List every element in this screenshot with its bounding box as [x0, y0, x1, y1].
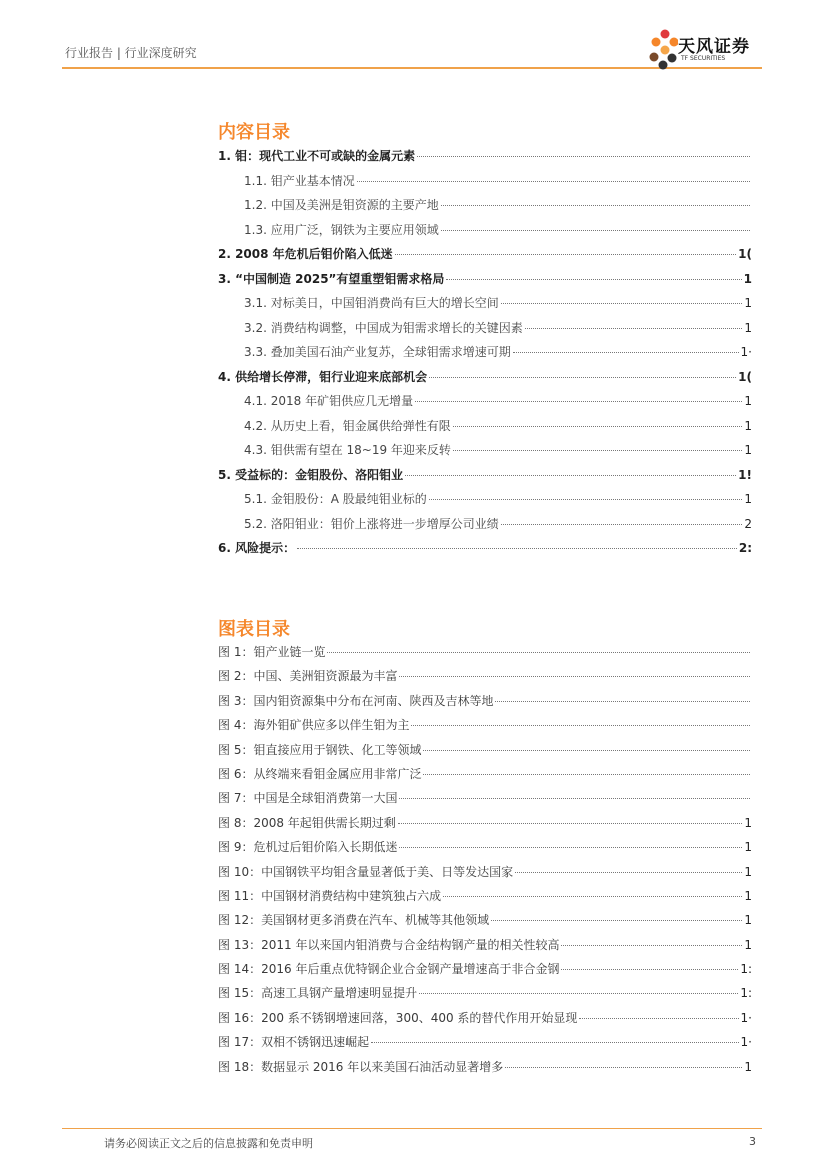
figure-entry[interactable]	[218, 716, 752, 740]
entry-title: 图 15：高速工具钢产量增速明显提升	[218, 986, 418, 1001]
figure-entry[interactable]	[218, 814, 752, 838]
entry-page-number: 2:	[738, 541, 752, 555]
dot-leader	[491, 920, 742, 921]
dot-leader	[398, 823, 743, 824]
entry-page-number: 1	[744, 913, 752, 928]
entry-page-number: 1	[744, 492, 752, 506]
entry-title: 6. 风险提示：	[218, 541, 296, 555]
toc-entry[interactable]	[218, 441, 752, 466]
dot-leader	[561, 945, 742, 946]
entry-page-number: 1·	[740, 1010, 752, 1025]
toc-entry[interactable]	[218, 368, 752, 393]
entry-title: 4. 供给增长停滞，钼行业迎来底部机会	[218, 369, 428, 384]
toc-entry[interactable]	[218, 466, 752, 491]
entry-page-number: 1	[744, 815, 752, 830]
entry-page-number: 1	[744, 418, 752, 433]
dot-leader	[446, 279, 741, 280]
toc-entry[interactable]	[218, 172, 752, 197]
entry-page-number: 1!	[738, 467, 752, 482]
dot-leader	[327, 652, 750, 653]
dot-leader	[505, 1067, 742, 1068]
entry-title: 5.1. 金钼股份：A 股最纯钼业标的	[244, 492, 427, 506]
entry-title: 图 6：从终端来看钼金属应用非常广泛	[218, 766, 422, 781]
dot-leader	[395, 254, 736, 255]
entry-title: 图 4：海外钼矿供应多以伴生钼为主	[218, 718, 410, 733]
figure-entry[interactable]	[218, 863, 752, 887]
figure-entry[interactable]	[218, 692, 752, 716]
entry-title: 1.2. 中国及美洲是钼资源的主要产地	[244, 198, 439, 212]
footer-divider	[62, 1128, 762, 1129]
entry-title: 5.2. 洛阳钼业：钼价上涨将进一步增厚公司业绩	[244, 516, 499, 531]
entry-page-number: 1	[744, 840, 752, 855]
dot-leader	[579, 1018, 738, 1019]
toc-title: 内容目录	[218, 122, 290, 143]
entry-title: 图 5：钼直接应用于钢铁、化工等领域	[218, 742, 422, 757]
entry-title: 图 1：钼产业链一览	[218, 645, 326, 659]
entry-page-number: 1	[744, 888, 752, 903]
entry-page-number: 1	[744, 320, 752, 335]
entry-title: 图 16：200 系不锈钢增速回落，300、400 系的替代作用开始显现	[218, 1010, 578, 1025]
dot-leader	[441, 230, 750, 231]
figure-entry[interactable]	[218, 765, 752, 789]
dot-leader	[357, 181, 750, 182]
dot-leader	[525, 328, 743, 329]
entry-title: 图 8：2008 年起钼供需长期过剩	[218, 815, 396, 830]
entry-title: 图 12：美国钢材更多消费在汽车、机械等其他领域	[218, 913, 490, 928]
figure-entry[interactable]	[218, 1058, 752, 1082]
entry-title: 图 3：国内钼资源集中分布在河南、陕西及吉林等地	[218, 693, 494, 708]
toc-entry[interactable]	[218, 221, 752, 246]
toc-entry[interactable]	[218, 417, 752, 442]
figure-entry[interactable]	[218, 960, 752, 984]
dot-leader	[371, 1042, 738, 1043]
figure-entry[interactable]	[218, 667, 752, 691]
logo-name-cn: 天风证券	[678, 37, 750, 57]
dot-leader	[441, 205, 750, 206]
dot-leader	[297, 548, 737, 549]
entry-page-number: 1	[744, 864, 752, 879]
figure-entry[interactable]	[218, 984, 752, 1008]
figure-entry[interactable]	[218, 911, 752, 935]
figure-entry[interactable]	[218, 838, 752, 862]
dot-leader	[501, 524, 743, 525]
entry-title: 图 7：中国是全球钼消费第一大国	[218, 791, 398, 806]
entry-page-number: 1·	[740, 1035, 752, 1050]
figures-title: 图表目录	[218, 619, 290, 640]
entry-title: 5. 受益标的：金钼股份、洛阳钼业	[218, 467, 404, 482]
dot-leader	[429, 377, 736, 378]
entry-title: 3.2. 消费结构调整，中国成为钼需求增长的关键因素	[244, 320, 523, 335]
figures-list	[218, 643, 752, 1082]
dot-leader	[399, 676, 750, 677]
toc-entry[interactable]	[218, 196, 752, 221]
dot-leader	[423, 774, 750, 775]
toc-list	[218, 147, 752, 564]
entry-page-number: 1(	[738, 247, 752, 261]
entry-title: 1.1. 钼产业基本情况	[244, 173, 355, 188]
figure-entry[interactable]	[218, 789, 752, 813]
entry-page-number: 1	[744, 937, 752, 952]
report-category: 行业报告 | 行业深度研究	[65, 46, 197, 60]
entry-title: 3.1. 对标美日，中国钼消费尚有巨大的增长空间	[244, 296, 499, 310]
dot-leader	[411, 725, 750, 726]
entry-title: 图 14：2016 年后重点优特钢企业合金钢产量增速高于非合金钢	[218, 962, 560, 977]
entry-page-number: 1	[743, 271, 752, 286]
dot-leader	[453, 426, 743, 427]
entry-title: 4.3. 钼供需有望在 18~19 年迎来反转	[244, 443, 451, 457]
company-logo	[648, 28, 768, 70]
dot-leader	[429, 499, 743, 500]
entry-page-number: 1	[744, 1059, 752, 1074]
toc-entry[interactable]	[218, 319, 752, 344]
toc-entry[interactable]	[218, 270, 752, 295]
entry-title: 3. “中国制造 2025”有望重塑钼需求格局	[218, 271, 445, 286]
entry-title: 图 9：危机过后钼价陷入长期低迷	[218, 840, 398, 855]
entry-title: 4.1. 2018 年矿钼供应几无增量	[244, 394, 414, 408]
figure-entry[interactable]	[218, 887, 752, 911]
figure-entry[interactable]	[218, 1033, 752, 1057]
dot-leader	[501, 303, 743, 304]
dot-leader	[405, 475, 736, 476]
entry-title: 图 11：中国钢材消费结构中建筑独占六成	[218, 888, 442, 903]
toc-entry[interactable]	[218, 539, 752, 564]
entry-title: 图 17：双相不锈钢迅速崛起	[218, 1035, 370, 1050]
dot-leader	[415, 401, 742, 402]
entry-page-number: 1	[744, 443, 752, 457]
dot-leader	[419, 993, 738, 994]
figure-entry[interactable]	[218, 643, 752, 667]
toc-entry[interactable]	[218, 245, 752, 270]
entry-page-number: 1:	[740, 986, 752, 1001]
entry-page-number: 1(	[738, 369, 752, 384]
entry-title: 1.3. 应用广泛，钢铁为主要应用领域	[244, 222, 439, 237]
entry-page-number: 1	[744, 394, 752, 408]
toc-entry[interactable]	[218, 392, 752, 417]
entry-page-number: 1	[744, 296, 752, 310]
logo-mark-icon	[648, 28, 678, 70]
entry-title: 图 18：数据显示 2016 年以来美国石油活动显著增多	[218, 1059, 504, 1074]
entry-title: 3.3. 叠加美国石油产业复苏，全球钼需求增速可期	[244, 345, 511, 359]
dot-leader	[561, 969, 738, 970]
entry-title: 图 2：中国、美洲钼资源最为丰富	[218, 669, 398, 684]
toc-entry[interactable]	[218, 147, 752, 172]
figure-entry[interactable]	[218, 1009, 752, 1033]
entry-page-number: 1·	[740, 345, 752, 359]
toc-entry[interactable]	[218, 294, 752, 319]
dot-leader	[515, 872, 742, 873]
toc-entry[interactable]	[218, 515, 752, 540]
dot-leader	[399, 798, 750, 799]
figure-entry[interactable]	[218, 741, 752, 765]
entry-page-number: 2	[744, 516, 752, 531]
dot-leader	[453, 450, 742, 451]
toc-entry[interactable]	[218, 490, 752, 515]
dot-leader	[513, 352, 739, 353]
entry-title: 1. 钼：现代工业不可或缺的金属元素	[218, 149, 416, 163]
entry-title: 4.2. 从历史上看，钼金属供给弹性有限	[244, 418, 451, 433]
dot-leader	[417, 156, 750, 157]
figure-entry[interactable]	[218, 936, 752, 960]
dot-leader	[495, 701, 750, 702]
entry-title: 图 10：中国钢铁平均钼含量显著低于美、日等发达国家	[218, 864, 514, 879]
entry-title: 2. 2008 年危机后钼价陷入低迷	[218, 247, 393, 261]
dot-leader	[423, 750, 750, 751]
dot-leader	[399, 847, 742, 848]
footer-disclaimer: 请务必阅读正文之后的信息披露和免责申明	[104, 1137, 313, 1150]
entry-title: 图 13：2011 年以来国内钼消费与合金结构钢产量的相关性较高	[218, 937, 560, 952]
logo-name-en: TF SECURITIES	[681, 55, 726, 62]
dot-leader	[443, 896, 742, 897]
entry-page-number: 1:	[740, 962, 752, 977]
toc-entry[interactable]	[218, 343, 752, 368]
page-number: 3	[749, 1135, 756, 1148]
